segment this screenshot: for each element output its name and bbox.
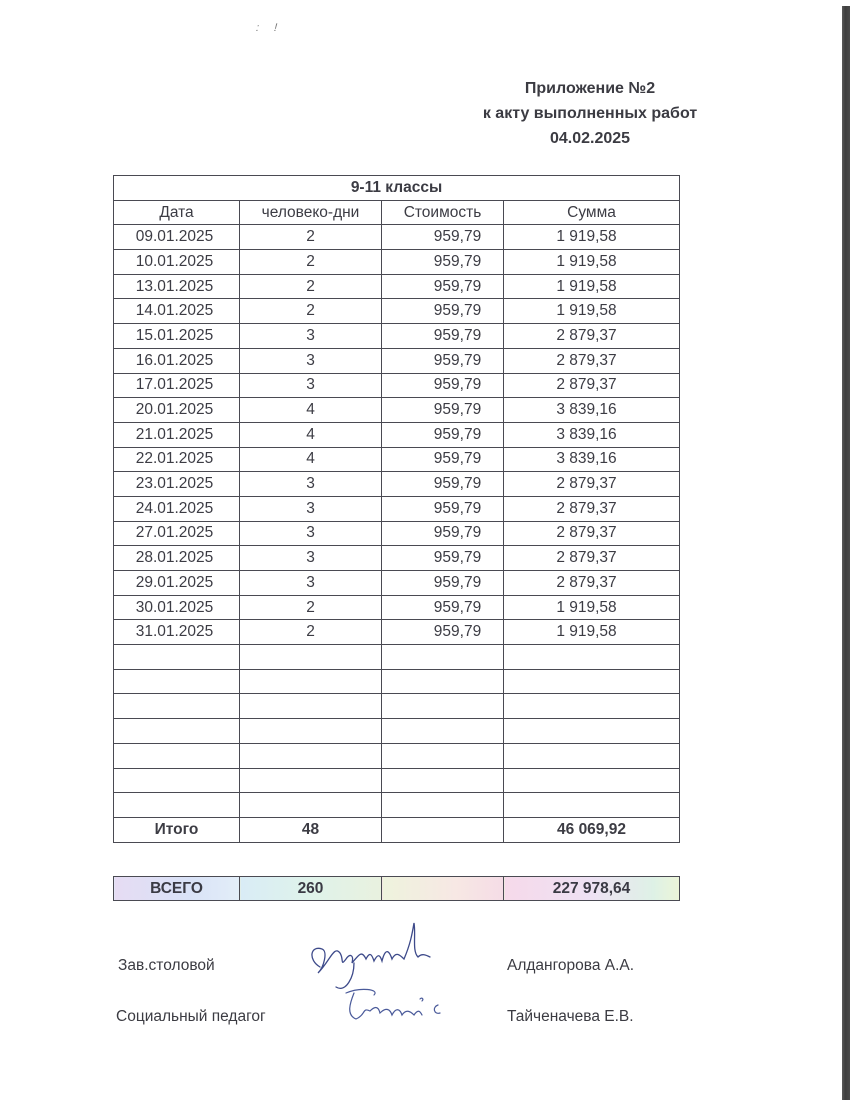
- empty-cell: [240, 694, 382, 719]
- cell-person-days: 2: [240, 225, 382, 250]
- table-row: [114, 595, 680, 620]
- total-row: [114, 817, 680, 842]
- cell-cost: 959,79: [382, 274, 504, 299]
- cell-cost: 959,79: [382, 324, 504, 349]
- cell-sum: 1 919,58: [504, 274, 680, 299]
- cell-sum: 1 919,58: [504, 595, 680, 620]
- table-row-empty: [114, 743, 680, 768]
- heading-appendix: Приложение №2: [524, 80, 656, 97]
- cell-cost: 959,79: [382, 546, 504, 571]
- table-title-row: [114, 176, 680, 201]
- empty-cell: [504, 645, 680, 670]
- cell-cost: 959,79: [382, 521, 504, 546]
- cell-person-days: 3: [240, 546, 382, 571]
- cell-person-days: 4: [240, 398, 382, 423]
- table-row: [114, 299, 680, 324]
- table-row: [114, 348, 680, 373]
- cell-sum: 2 879,37: [504, 546, 680, 571]
- cell-sum: 2 879,37: [504, 496, 680, 521]
- cell-date: 28.01.2025: [114, 546, 240, 571]
- signature-position-1: Зав.столовой: [118, 957, 215, 974]
- empty-cell: [382, 793, 504, 818]
- empty-cell: [504, 694, 680, 719]
- cell-sum: 1 919,58: [504, 225, 680, 250]
- grand-total-cost: [382, 877, 504, 901]
- cell-cost: 959,79: [382, 373, 504, 398]
- cell-cost: 959,79: [382, 496, 504, 521]
- empty-cell: [504, 719, 680, 744]
- empty-cell: [240, 793, 382, 818]
- cell-date: 23.01.2025: [114, 472, 240, 497]
- cell-date: 20.01.2025: [114, 398, 240, 423]
- table-row: [114, 225, 680, 250]
- cell-sum: 3 839,16: [504, 447, 680, 472]
- cell-sum: 3 839,16: [504, 422, 680, 447]
- column-header-cost: Стоимость: [382, 200, 504, 225]
- table-row: [114, 373, 680, 398]
- empty-cell: [382, 669, 504, 694]
- empty-cell: [382, 768, 504, 793]
- table-row-empty: [114, 669, 680, 694]
- empty-cell: [114, 719, 240, 744]
- cell-date: 21.01.2025: [114, 422, 240, 447]
- empty-cell: [114, 793, 240, 818]
- cell-sum: 2 879,37: [504, 373, 680, 398]
- table-row-empty: [114, 719, 680, 744]
- table-row: [114, 496, 680, 521]
- cell-person-days: 3: [240, 521, 382, 546]
- cell-cost: 959,79: [382, 447, 504, 472]
- table-row: [114, 422, 680, 447]
- cell-date: 16.01.2025: [114, 348, 240, 373]
- empty-cell: [114, 645, 240, 670]
- signature-position-2: Социальный педагог: [116, 1008, 266, 1025]
- empty-cell: [504, 743, 680, 768]
- table-row: [114, 571, 680, 596]
- cell-person-days: 2: [240, 620, 382, 645]
- empty-cell: [240, 743, 382, 768]
- cell-person-days: 3: [240, 324, 382, 349]
- empty-cell: [114, 694, 240, 719]
- cell-date: 29.01.2025: [114, 571, 240, 596]
- cell-person-days: 2: [240, 250, 382, 275]
- table-row: [114, 324, 680, 349]
- cell-cost: 959,79: [382, 472, 504, 497]
- empty-cell: [114, 743, 240, 768]
- cell-cost: 959,79: [382, 348, 504, 373]
- cell-sum: 1 919,58: [504, 250, 680, 275]
- attendance-table: [113, 175, 680, 843]
- total-cost: [382, 817, 504, 842]
- cell-person-days: 3: [240, 496, 382, 521]
- cell-date: 24.01.2025: [114, 496, 240, 521]
- cell-sum: 1 919,58: [504, 620, 680, 645]
- cell-date: 22.01.2025: [114, 447, 240, 472]
- cell-date: 14.01.2025: [114, 299, 240, 324]
- empty-cell: [382, 743, 504, 768]
- cell-sum: 2 879,37: [504, 324, 680, 349]
- cell-date: 31.01.2025: [114, 620, 240, 645]
- cell-sum: 2 879,37: [504, 348, 680, 373]
- cell-cost: 959,79: [382, 620, 504, 645]
- table-row-empty: [114, 694, 680, 719]
- cell-date: 10.01.2025: [114, 250, 240, 275]
- empty-cell: [382, 694, 504, 719]
- signature-name-1: Алдангорова А.А.: [507, 957, 635, 974]
- table-row: [114, 447, 680, 472]
- document-heading: [450, 76, 730, 151]
- column-header-sum: Сумма: [504, 200, 680, 225]
- cell-sum: 2 879,37: [504, 472, 680, 497]
- signature-name-2: Тайченачева Е.В.: [507, 1008, 634, 1025]
- cell-cost: 959,79: [382, 595, 504, 620]
- cell-sum: 2 879,37: [504, 521, 680, 546]
- empty-cell: [240, 669, 382, 694]
- heading-act: к акту выполненных работ: [482, 105, 698, 122]
- table-row: [114, 546, 680, 571]
- table-row-empty: [114, 645, 680, 670]
- cell-person-days: 3: [240, 373, 382, 398]
- cell-sum: 2 879,37: [504, 571, 680, 596]
- empty-cell: [382, 645, 504, 670]
- table-row: [114, 398, 680, 423]
- cell-cost: 959,79: [382, 299, 504, 324]
- grand-total-row: [114, 877, 680, 901]
- total-label: Итого: [114, 817, 240, 842]
- cell-person-days: 3: [240, 348, 382, 373]
- cell-sum: 3 839,16: [504, 398, 680, 423]
- total-sum: 46 069,92: [504, 817, 680, 842]
- empty-cell: [240, 719, 382, 744]
- cell-date: 15.01.2025: [114, 324, 240, 349]
- empty-cell: [504, 793, 680, 818]
- signature-2-icon: [340, 985, 470, 1030]
- heading-date: 04.02.2025: [549, 130, 631, 147]
- empty-cell: [504, 768, 680, 793]
- cell-person-days: 4: [240, 422, 382, 447]
- cell-cost: 959,79: [382, 422, 504, 447]
- empty-cell: [504, 669, 680, 694]
- cell-date: 30.01.2025: [114, 595, 240, 620]
- table-row: [114, 274, 680, 299]
- grand-total-person-days: 260: [240, 877, 382, 901]
- total-person-days: 48: [240, 817, 382, 842]
- cell-cost: 959,79: [382, 398, 504, 423]
- cell-person-days: 2: [240, 595, 382, 620]
- cell-person-days: 2: [240, 274, 382, 299]
- table-row: [114, 620, 680, 645]
- cell-person-days: 2: [240, 299, 382, 324]
- table-row-empty: [114, 768, 680, 793]
- grand-total-table: [113, 876, 680, 901]
- cell-person-days: 3: [240, 571, 382, 596]
- grand-total-label: ВСЕГО: [114, 877, 240, 901]
- empty-cell: [240, 768, 382, 793]
- cell-cost: 959,79: [382, 225, 504, 250]
- scan-edge: [842, 6, 850, 1100]
- table-row-empty: [114, 793, 680, 818]
- table-title: 9-11 классы: [114, 176, 680, 201]
- table-row: [114, 521, 680, 546]
- cell-date: 27.01.2025: [114, 521, 240, 546]
- table-row: [114, 250, 680, 275]
- table-header-row: [114, 200, 680, 225]
- grand-total-sum: 227 978,64: [504, 877, 680, 901]
- cell-date: 17.01.2025: [114, 373, 240, 398]
- cell-cost: 959,79: [382, 250, 504, 275]
- column-header-date: Дата: [114, 200, 240, 225]
- cell-cost: 959,79: [382, 571, 504, 596]
- scan-speck: : !: [254, 22, 285, 34]
- signature-1-icon: [300, 915, 450, 995]
- empty-cell: [240, 645, 382, 670]
- cell-date: 13.01.2025: [114, 274, 240, 299]
- cell-person-days: 3: [240, 472, 382, 497]
- empty-cell: [114, 768, 240, 793]
- table-row: [114, 472, 680, 497]
- cell-date: 09.01.2025: [114, 225, 240, 250]
- column-header-person-days: человеко-дни: [240, 200, 382, 225]
- cell-sum: 1 919,58: [504, 299, 680, 324]
- empty-cell: [114, 669, 240, 694]
- empty-cell: [382, 719, 504, 744]
- cell-person-days: 4: [240, 447, 382, 472]
